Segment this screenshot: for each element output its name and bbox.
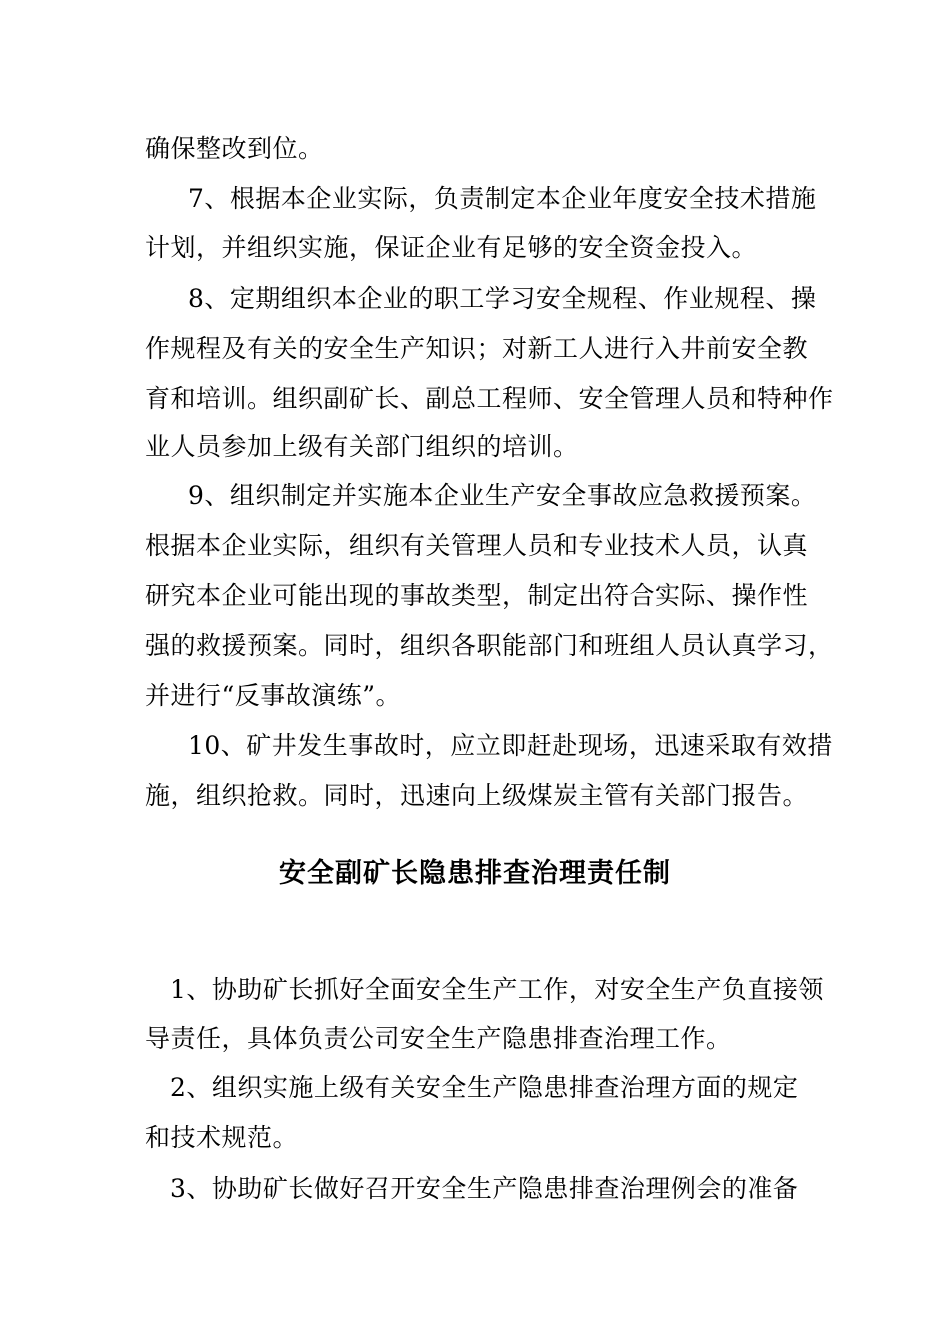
paragraph-line: 确保整改到位。 bbox=[145, 134, 324, 163]
paragraph-line: 根据本企业实际，组织有关管理人员和专业技术人员，认真 bbox=[145, 531, 809, 560]
paragraph-line: 1、协助矿长抓好全面安全生产工作，对安全生产负直接领 bbox=[170, 975, 824, 1004]
paragraph-line: 作规程及有关的安全生产知识；对新工人进行入井前安全教 bbox=[145, 334, 809, 363]
paragraph-line: 和技术规范。 bbox=[145, 1123, 299, 1152]
paragraph-line: 10、矿井发生事故时，应立即赶赴现场，迅速采取有效措 bbox=[188, 731, 833, 760]
paragraph-line: 8、定期组织本企业的职工学习安全规程、作业规程、操 bbox=[188, 284, 817, 313]
paragraph-line: 施，组织抢救。同时，迅速向上级煤炭主管有关部门报告。 bbox=[145, 781, 809, 810]
paragraph-line: 导责任，具体负责公司安全生产隐患排查治理工作。 bbox=[145, 1024, 732, 1053]
paragraph-line: 7、根据本企业实际，负责制定本企业年度安全技术措施 bbox=[188, 184, 817, 213]
paragraph-line: 2、组织实施上级有关安全生产隐患排查治理方面的规定 bbox=[170, 1073, 799, 1102]
paragraph-line: 3、协助矿长做好召开安全生产隐患排查治理例会的准备 bbox=[170, 1174, 799, 1203]
paragraph-line: 强的救援预案。同时，组织各职能部门和班组人员认真学习， bbox=[145, 631, 834, 660]
paragraph-line: 业人员参加上级有关部门组织的培训。 bbox=[145, 432, 579, 461]
paragraph-line: 计划，并组织实施，保证企业有足够的安全资金投入。 bbox=[145, 233, 758, 262]
section-title: 安全副矿长隐患排查治理责任制 bbox=[279, 858, 671, 889]
paragraph-line: 9、组织制定并实施本企业生产安全事故应急救援预案。 bbox=[188, 481, 817, 510]
paragraph-line: 育和培训。组织副矿长、副总工程师、安全管理人员和特种作 bbox=[145, 384, 834, 413]
paragraph-line: 并进行“反事故演练”。 bbox=[145, 681, 402, 710]
paragraph-line: 研究本企业可能出现的事故类型，制定出符合实际、操作性 bbox=[145, 581, 809, 610]
